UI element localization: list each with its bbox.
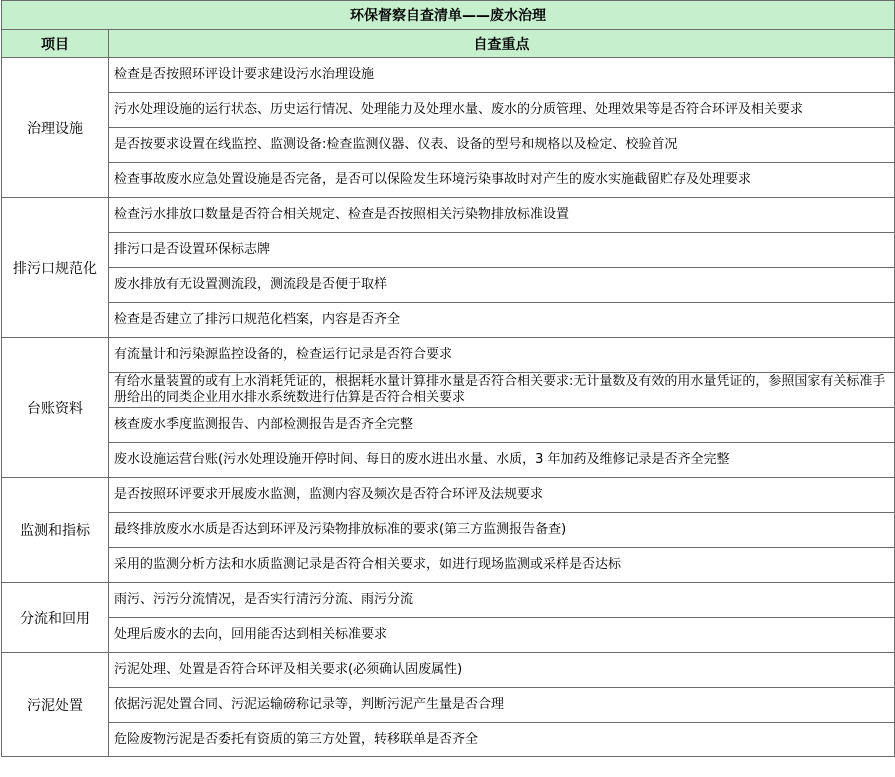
check-item: 检查事故废水应急处置设施是否完备，是否可以保险发生环境污染事故时对产生的废水实施截留贮存及处理要求 [109, 163, 895, 198]
check-item: 最终排放废水水质是否达到环评及污染物排放标准的要求(第三方监测报告备查) [109, 513, 895, 548]
checklist-table [1, 0, 895, 757]
check-item: 危险废物污泥是否委托有资质的第三方处置，转移联单是否齐全 [109, 723, 895, 757]
check-item: 雨污、污污分流情况，是否实行清污分流、雨污分流 [109, 583, 895, 618]
header-checkpoints: 自查重点 [109, 30, 895, 58]
table-row [2, 653, 895, 688]
table-row [2, 303, 895, 338]
table-row [2, 338, 895, 373]
check-item: 是否按照环评要求开展废水监测，监测内容及频次是否符合环评及法规要求 [109, 478, 895, 513]
title-row [2, 1, 895, 30]
table-row [2, 618, 895, 653]
check-item: 有给水量装置的或有上水消耗凭证的，根据耗水量计算排水量是否符合相关要求:无计量数及有效的用水量凭证的，参照国家有关标准手册给出的同类企业用水排水系统数进行估算是否符合相关要求 [109, 373, 895, 408]
header-row [2, 30, 895, 58]
table-row [2, 58, 895, 93]
table-row [2, 128, 895, 163]
table-row [2, 93, 895, 128]
category-monitoring-indicators: 监测和指标 [2, 478, 109, 583]
table-row [2, 233, 895, 268]
check-item: 废水排放有无设置测流段，测流段是否便于取样 [109, 268, 895, 303]
category-ledger-records: 台账资料 [2, 338, 109, 478]
check-item: 排污口是否设置环保标志牌 [109, 233, 895, 268]
table-row [2, 198, 895, 233]
check-item: 废水设施运营台账(污水处理设施开停时间、每日的废水进出水量、水质，3 年加药及维修记录是否齐全完整 [109, 443, 895, 478]
table-row [2, 163, 895, 198]
header-project: 项目 [2, 30, 109, 58]
table-row [2, 478, 895, 513]
check-item: 检查污水排放口数量是否符合相关规定、检查是否按照相关污染物排放标准设置 [109, 198, 895, 233]
check-item: 污水处理设施的运行状态、历史运行情况、处理能力及处理水量、废水的分质管理、处理效果等是否符合环评及相关要求 [109, 93, 895, 128]
table-row [2, 373, 895, 408]
check-item: 采用的监测分析方法和水质监测记录是否符合相关要求，如进行现场监测或采样是否达标 [109, 548, 895, 583]
table-row [2, 723, 895, 757]
check-item: 检查是否建立了排污口规范化档案，内容是否齐全 [109, 303, 895, 338]
check-item: 污泥处理、处置是否符合环评及相关要求(必须确认固废属性) [109, 653, 895, 688]
check-item: 核查废水季度监测报告、内部检测报告是否齐全完整 [109, 408, 895, 443]
table-row [2, 268, 895, 303]
table-row [2, 443, 895, 478]
table-row [2, 688, 895, 723]
check-item: 依据污泥处置合同、污泥运输磅称记录等，判断污泥产生量是否合理 [109, 688, 895, 723]
table-title: 环保督察自查清单——废水治理 [2, 1, 895, 30]
category-treatment-facilities: 治理设施 [2, 58, 109, 198]
check-item: 是否按要求设置在线监控、监测设备:检查监测仪器、仪表、设备的型号和规格以及检定、校验首况 [109, 128, 895, 163]
table-row [2, 408, 895, 443]
check-item: 处理后废水的去向，回用能否达到相关标准要求 [109, 618, 895, 653]
check-item: 检查是否按照环评设计要求建设污水治理设施 [109, 58, 895, 93]
table-row [2, 548, 895, 583]
table-row [2, 583, 895, 618]
category-outfall-standardization: 排污口规范化 [2, 198, 109, 338]
category-sludge-disposal: 污泥处置 [2, 653, 109, 757]
category-diversion-reuse: 分流和回用 [2, 583, 109, 653]
table-row [2, 513, 895, 548]
check-item: 有流量计和污染源监控设备的，检查运行记录是否符合要求 [109, 338, 895, 373]
